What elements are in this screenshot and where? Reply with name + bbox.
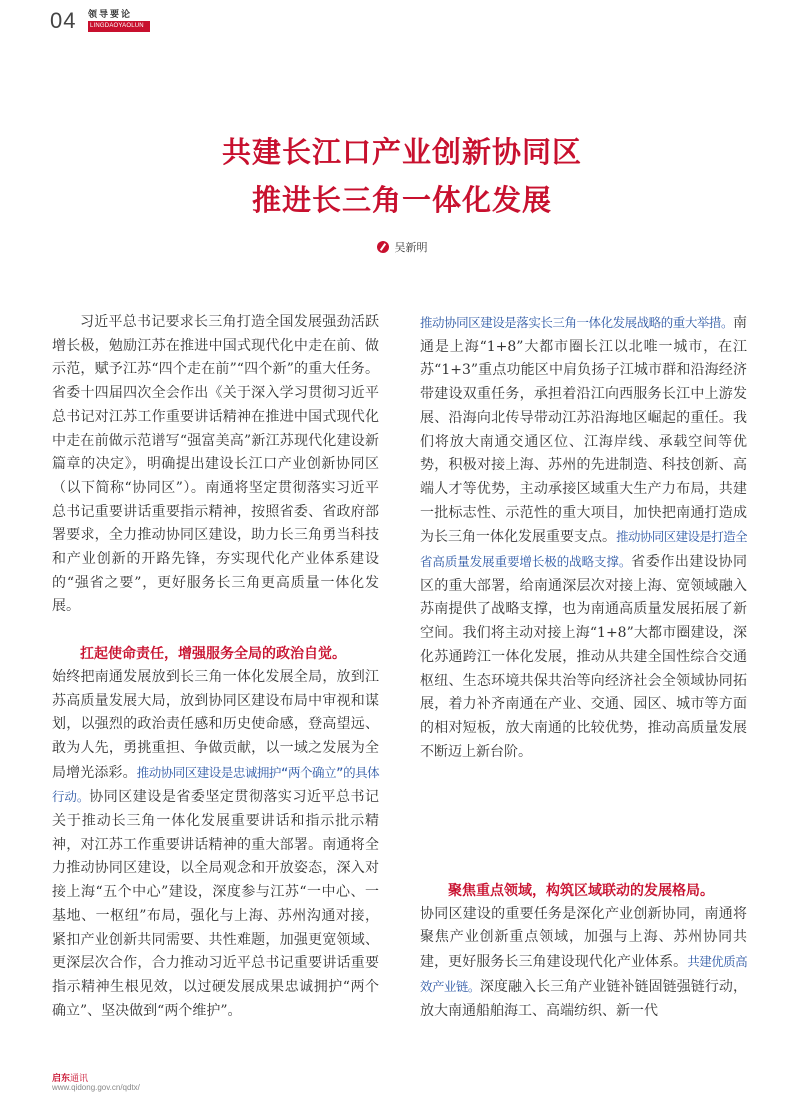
author-byline bbox=[0, 239, 804, 255]
section1-highlight-1: 推动协同区建设是忠诚拥护“两个确立”的具体行动。 bbox=[52, 764, 379, 805]
section-name-pinyin: LINGDAOYAOLUN bbox=[88, 21, 150, 32]
section1-text-a: 始终把南通发展放到长三角一体化发展全局，放到江苏高质量发展大局，放到协同区建设布局中审视和谋划，以强烈的政治责任感和历史使命感，登高望远、敢为人先，勇挑重担、争做贡献，以一域之发展为全局增光添彩。 bbox=[52, 668, 379, 781]
section1-text-d: 省委作出建设协同区的重大部署，给南通深层次对接上海、宽领域融入苏南提供了战略支撑，也为南通高质量发展拓展了新空间。我们将主动对接上海“1+8”大都市圈建设，深化苏通跨江一体化发展，推动从共建全国性综合交通枢纽、生态环境共保共治等向经济社会全领域协同拓展，着力补齐南通在产业、交通、园区、城市等方面的相对短板，放大南通的比较优势，推动高质量发展不断迈上新台阶。 bbox=[420, 554, 747, 760]
text-column-right-section2 bbox=[420, 879, 747, 1049]
footer-url: www.qidong.gov.cn/qdtx/ bbox=[52, 1083, 140, 1092]
section1-continued bbox=[420, 311, 747, 764]
page-number: 04 bbox=[50, 8, 77, 33]
section-badge bbox=[88, 10, 150, 32]
section1-heading: 扛起使命责任，增强服务全局的政治自觉。 bbox=[80, 645, 346, 662]
section2-highlight-1: 共建优质高效产业链。 bbox=[420, 954, 747, 994]
section1-text-b: 协同区建设是省委坚定贯彻落实习近平总书记关于推动长三角一体化发展重要讲话和指示批示精神，对江苏工作重要讲话精神的重大部署。南通将全力推动协同区建设，以全局观念和开放姿态，深入对接上海“五个中心”建设，深度参与江苏“一中心、一基地、一枢纽”布局，强化与上海、苏州沟通对接，紧扣产业创新共同需要、共性难题，加强更宽领域、更深层次合作，合力推动习近平总书记重要讲话重要指示精神生根见效，以过硬发展成果忠诚拥护“两个确立”、坚决做到“两个维护”。 bbox=[52, 789, 380, 1019]
section1-highlight-2: 推动协同区建设是落实长三角一体化发展战略的重大举措。 bbox=[420, 315, 733, 330]
text-column-right-flow bbox=[420, 311, 747, 851]
section1-paragraph bbox=[52, 666, 379, 1024]
section2-heading: 聚焦重点领域，构筑区域联动的发展格局。 bbox=[448, 882, 714, 898]
section2-text-b: 深度融入长三角产业链补链固链强链行动，放大南通船舶海工、高端纺织、新一代 bbox=[420, 978, 747, 1019]
section2-text-a: 协同区建设的重要任务是深化产业创新协同，南通将聚焦产业创新重点领域，加强与上海、苏州协同共建，更好服务长三角建设现代化产业体系。 bbox=[420, 905, 747, 971]
footer-brand-a: 启东 bbox=[52, 1073, 71, 1083]
article-title-line2: 推进长三角一体化发展 bbox=[251, 183, 552, 217]
article-title-line1: 共建长江口产业创新协同区 bbox=[221, 135, 582, 169]
section1-highlight-3: 推动协同区建设是打造全省高质量发展重要增长极的战略支撑。 bbox=[420, 529, 747, 570]
author-name: 吴新明 bbox=[394, 242, 428, 254]
footer-brand-b: 通讯 bbox=[70, 1073, 89, 1083]
section-name: 领导要论 bbox=[88, 10, 133, 20]
pen-icon bbox=[377, 241, 389, 253]
section2-paragraph bbox=[420, 903, 747, 1024]
text-column-left bbox=[52, 311, 379, 1023]
section1-text-c: 南通是上海“1+8”大都市圈长江以北唯一城市，在江苏“1+3”重点功能区中肩负扬子江城市群和沿海经济带建设双重任务，承担着沿江向西服务长江中上游发展、沿海向北传导带动江苏沿海地区崛起的重任。我们将放大南通交通区位、江海岸线、承载空间等优势，积极对接上海、苏州的先进制造、科技创新、高端人才等优势，主动承接区域重大生产力布局，共建一批标志性、示范性的重大项目，加快把南通打造成为长三角一体化发展重要支点。 bbox=[420, 315, 747, 546]
intro-paragraph: 习近平总书记要求长三角打造全国发展强劲活跃增长极，勉励江苏在推进中国式现代化中走在前、做示范，赋予江苏“四个走在前”“四个新”的重大任务。省委十四届四次全会作出《关于深入学习贯彻习近平总书记对江苏工作重要讲话精神在推进中国式现代化中走在前做示范谱写“强富美高”新江苏现代化建设新篇章的决定》，明确提出建设长江口产业创新协同区（以下简称“协同区”）。南通将坚定贯彻落实习近平总书记重要讲话重要指示精神，按照省委、省政府部署要求，全力推动协同区建设，助力长三角勇当科技和产业创新的开路先锋，夯实现代化产业体系建设的“强省之要”，更好服务长三角更高质量一体化发展。 bbox=[52, 314, 379, 615]
